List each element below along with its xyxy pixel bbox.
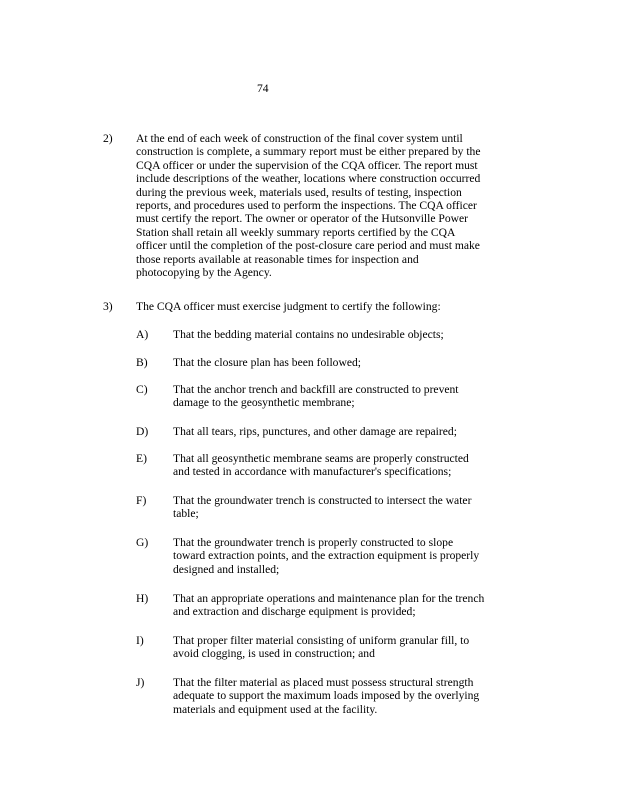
subitem-line: table; <box>173 507 199 521</box>
subitem-text-d <box>173 425 518 438</box>
subitem-line: That the closure plan has been followed; <box>173 356 362 369</box>
subitem-letter-d: D) <box>136 425 149 438</box>
paragraph-line: Station shall retain all weekly summary reports certified by the CQA <box>136 225 456 239</box>
paragraph-line: those reports available at reasonable times for inspection and <box>136 252 419 266</box>
subitem-letter-a: A) <box>136 328 149 341</box>
paragraph-line: construction is complete, a summary report must be either prepared by the <box>136 145 481 159</box>
subitem-letter-b: B) <box>136 356 148 369</box>
paragraph-line: photocopying by the Agency. <box>136 266 272 280</box>
subitem-text-a <box>173 328 518 341</box>
subitem-text-f <box>173 494 518 521</box>
subitem-letter-c: C) <box>136 383 148 396</box>
paragraph-line: At the end of each week of construction of the final cover system until <box>136 132 463 145</box>
subitem-text-c <box>173 383 518 410</box>
subitem-line: damage to the geosynthetic membrane; <box>173 396 355 410</box>
subitem-text-i <box>173 634 518 661</box>
page-number: 74 <box>257 82 269 95</box>
paragraph-line: officer until the completion of the post-closure care period and must make <box>136 239 480 253</box>
paragraph-line: must certify the report. The owner or operator of the Hutsonville Power <box>136 212 469 226</box>
subitem-line: and tested in accordance with manufacturer's specifications; <box>173 465 452 479</box>
subitem-line: That the groundwater trench is constructed to intersect the water <box>173 494 472 507</box>
subitem-line: avoid clogging, is used in construction; and <box>173 647 375 661</box>
subitem-text-g <box>173 536 518 576</box>
subitem-line: and extraction and discharge equipment is provided; <box>173 605 416 619</box>
subitem-line: That all tears, rips, punctures, and other damage are repaired; <box>173 425 457 438</box>
subitem-line: That proper filter material consisting of uniform granular fill, to <box>173 634 470 647</box>
item-number-3: 3) <box>103 300 113 313</box>
subitem-letter-g: G) <box>136 536 149 549</box>
item-2-paragraph <box>136 132 514 279</box>
subitem-text-j <box>173 676 518 716</box>
subitem-letter-j: J) <box>136 676 145 689</box>
subitem-text-b <box>173 356 518 369</box>
subitem-line: That the bedding material contains no undesirable objects; <box>173 328 444 341</box>
paragraph-line: CQA officer or under the supervision of the CQA officer. The report must <box>136 158 478 172</box>
subitem-text-h <box>173 592 518 619</box>
subitem-letter-h: H) <box>136 592 149 605</box>
subitem-text-e <box>173 452 518 479</box>
subitem-line: That the filter material as placed must possess structural strength <box>173 676 474 689</box>
subitem-line: designed and installed; <box>173 562 280 576</box>
paragraph-line: reports, and procedures used to perform the inspections. The CQA officer <box>136 199 477 213</box>
subitem-line: That the anchor trench and backfill are constructed to prevent <box>173 383 459 396</box>
subitem-line: That all geosynthetic membrane seams are properly constructed <box>173 452 469 465</box>
subitem-line: materials and equipment used at the facility. <box>173 702 378 716</box>
paragraph-line: include descriptions of the weather, locations where construction occurred <box>136 172 481 186</box>
subitem-line: adequate to support the maximum loads imposed by the overlying <box>173 689 480 703</box>
subitem-letter-f: F) <box>136 494 147 507</box>
subitem-line: That an appropriate operations and maintenance plan for the trench <box>173 592 485 605</box>
subitem-line: toward extraction points, and the extraction equipment is properly <box>173 549 480 563</box>
item-number-2: 2) <box>103 132 113 145</box>
paragraph-line: during the previous week, materials used, results of testing, inspection <box>136 185 462 199</box>
subitem-letter-e: E) <box>136 452 147 465</box>
subitem-line: That the groundwater trench is properly constructed to slope <box>173 536 454 549</box>
subitem-letter-i: I) <box>136 634 144 647</box>
item-3-intro: The CQA officer must exercise judgment to certify the following: <box>136 300 441 313</box>
